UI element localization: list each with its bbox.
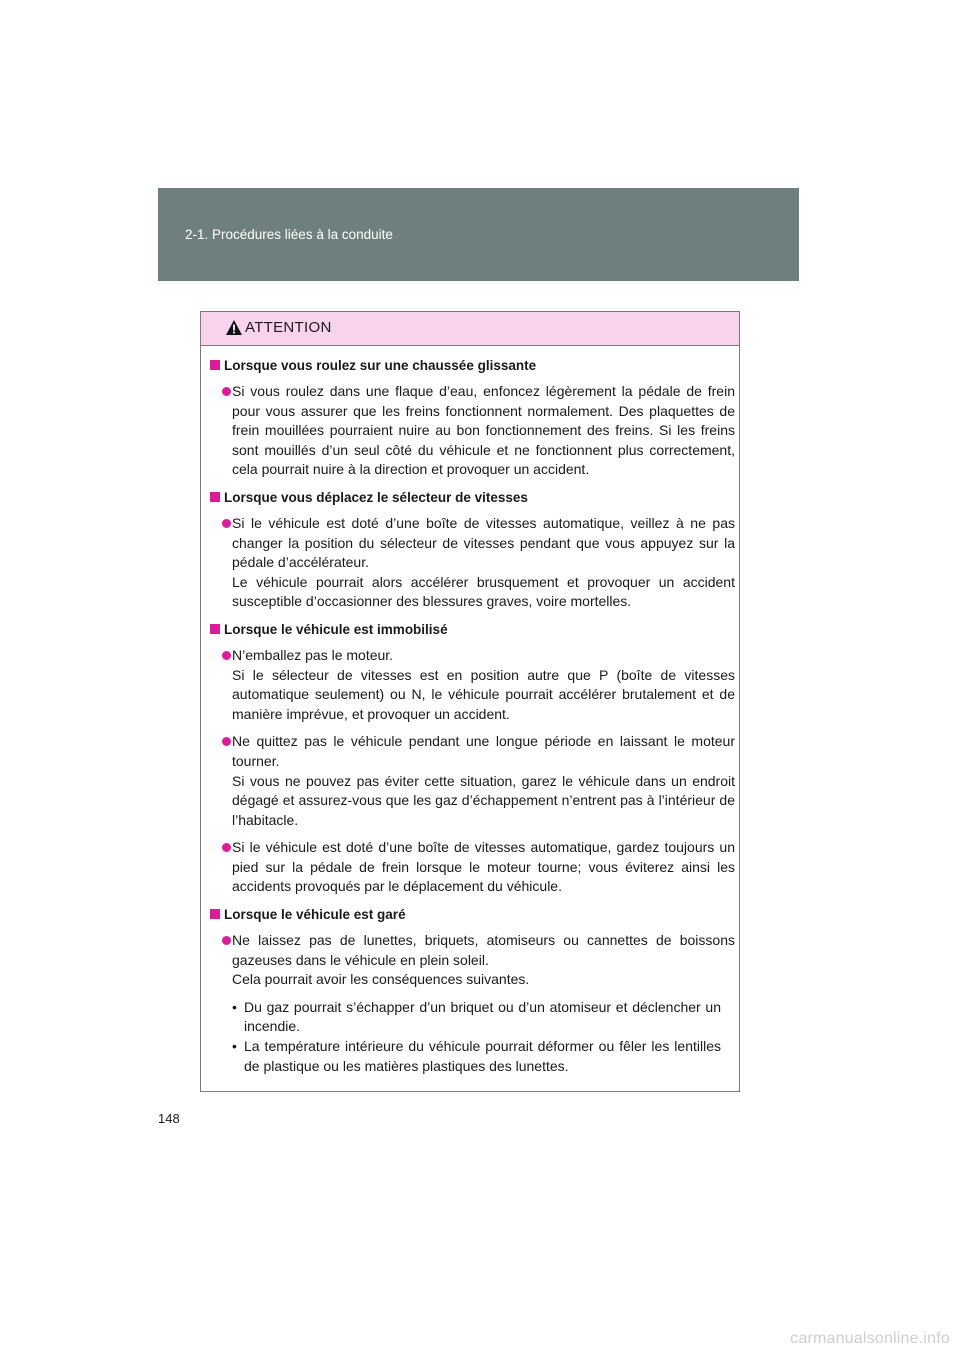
list-item [210,382,735,480]
square-bullet-icon [210,492,220,502]
section-heading [210,620,735,639]
watermark: carmanualsonline.info [790,1330,950,1347]
item-text: Si le véhicule est doté d’une boîte de vitesses automatique, gardez toujours un pied sur la pédale de frein lorsque le moteur tourne; vous éviterez ainsi les accidents provoqués par le déplacement du véhicule. [232,839,735,895]
list-item [210,732,735,830]
section-heading-text: Lorsque vous roulez sur une chaussée glissante [224,358,537,373]
item-text: Si vous ne pouvez pas éviter cette situation, garez le véhicule dans un endroit dégagé et assurez-vous que les gaz d’échappement n’entrent pas à l’intérieur de l’habitacle. [232,772,735,828]
warning-content [201,346,739,1076]
list-item [210,514,735,612]
square-bullet-icon [210,360,220,370]
item-text: Du gaz pourrait s’échapper d’un briquet ou d’un atomiseur et déclencher un incendie. [244,998,721,1035]
section-heading [210,905,735,924]
section-heading-text: Lorsque le véhicule est garé [224,907,406,923]
round-bullet-icon [222,387,231,396]
item-text: Si le véhicule est doté d’une boîte de vitesses automatique, veillez à ne pas changer la position du sélecteur de vitesses pendant que vous appuyez sur la pédale d’accélérateur. [232,514,735,571]
item-text: Ne laissez pas de lunettes, briquets, atomiseurs ou cannettes de boissons gazeuses dans le véhicule en plein soleil. [232,932,735,968]
round-bullet-icon [222,936,231,945]
round-bullet-icon [222,651,231,660]
item-text: Si vous roulez dans une flaque d’eau, enfoncez légèrement la pédale de frein pour vous assurer que les freins fonctionnent normalement. Des plaquettes de frein mouillées pourraient nuire au bon fonctionnement des freins. Si les freins sont mouillés d’un seul côté du véhicule et ne fonctionnent plus correctement, cela pourrait nuire à la direction et provoquer un accident. [232,383,735,478]
section-heading [210,488,735,507]
warning-header [201,312,739,346]
section-heading-text: Lorsque vous déplacez le sélecteur de vitesses [224,489,528,505]
chapter-header-bar [158,188,799,281]
dot-bullet-icon: • [232,1038,237,1055]
item-text: Si le sélecteur de vitesses est en position autre que P (boîte de vitesses automatique seulement) ou N, le véhicule pourrait accélérer brutalement et de manière imprévue, et provoquer un accident. [232,666,735,722]
square-bullet-icon [210,624,220,634]
dash-list-item [210,998,735,1037]
chapter-title: 2-1. Procédures liées à la conduite [185,227,393,242]
dash-list-item [210,1037,735,1076]
item-text: Le véhicule pourrait alors accélérer brusquement et provoquer un accident susceptible d’occasionner des blessures graves, voire mortelles. [232,573,735,610]
round-bullet-icon [222,843,231,852]
item-text: N’emballez pas le moteur. [232,646,394,663]
warning-box [200,311,740,1092]
list-item [210,646,735,724]
list-item [210,838,735,897]
warning-title: ATTENTION [245,319,332,336]
round-bullet-icon [222,519,231,528]
item-text: Cela pourrait avoir les conséquences suivantes. [232,971,530,988]
section-heading-text: Lorsque le véhicule est immobilisé [224,621,448,637]
list-item [210,931,735,990]
round-bullet-icon [222,737,231,746]
page-number: 148 [158,1111,180,1126]
section-heading [210,356,735,375]
warning-triangle-icon [225,319,243,336]
item-text: Ne quittez pas le véhicule pendant une longue période en laissant le moteur tourner. [232,733,735,769]
item-text: La température intérieure du véhicule pourrait déformer ou fêler les lentilles de plastique ou les matières plastiques des lunettes. [244,1038,721,1074]
square-bullet-icon [210,909,220,919]
dot-bullet-icon: • [232,998,237,1015]
